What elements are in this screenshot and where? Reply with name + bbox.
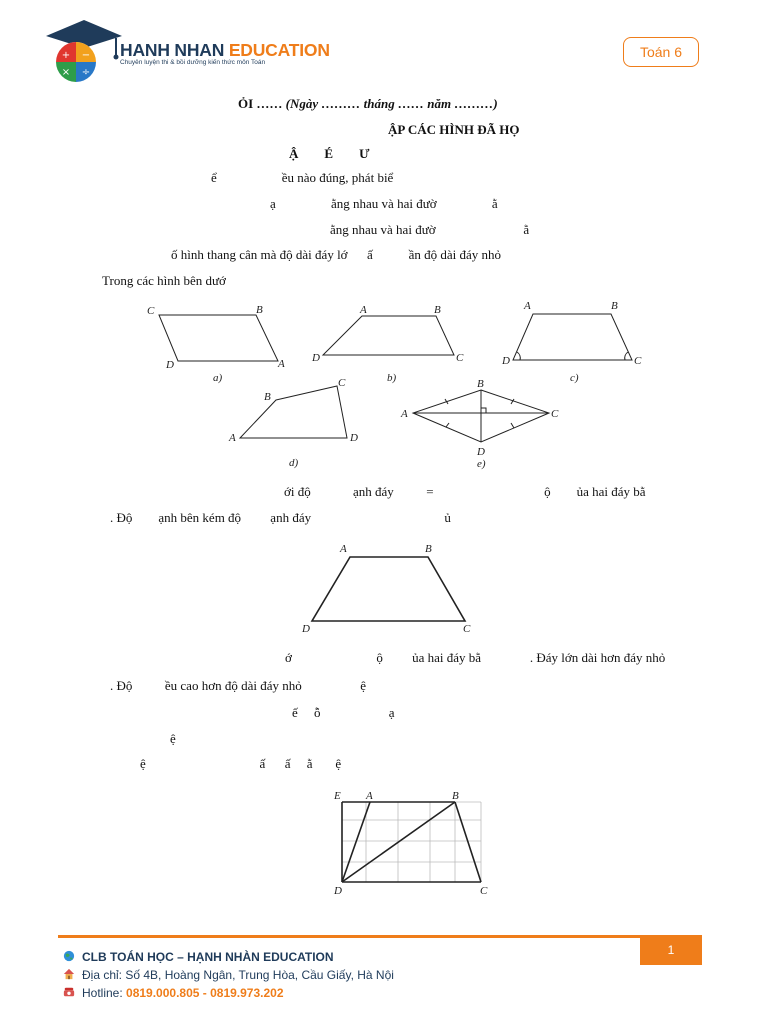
footer-club-text: CLB TOÁN HỌC – HẠNH NHÀN EDUCATION [82,950,334,964]
text-segment: ớ ộ ủa hai đáy bằ . Đáy lớn dài hơn đáy nhỏ [285,650,666,665]
figure-a-vertex-b: B [256,304,263,316]
text-segment: Ư [333,146,370,161]
figure-d-caption: d) [289,457,299,469]
figure-grid [333,790,488,897]
figure-c-vertex-a: A [524,300,531,312]
figure-e [400,378,559,470]
figure-c-vertex-c: C [634,355,642,367]
text-segment: ỎI …… [238,96,286,111]
page-number: 1 [640,935,702,965]
figure-c-vertex-b: B [611,300,618,312]
text-segment: ệ [170,731,176,746]
text-segment: ố hình thang cân mà độ dài đáy lớ ấ ần độ dài đáy nhỏ [171,247,501,262]
grade-badge: Toán 6 [623,37,699,67]
figure-a [147,304,285,384]
text-segment: Ậ [289,146,299,161]
figure-e-vertex-a: A [401,408,408,420]
figure-c [501,300,642,384]
figure-a-vertex-d: D [166,359,174,371]
figure-d-vertex-b: B [264,391,271,403]
grid-vertex-e: E [334,790,341,802]
figure-a-caption: a) [213,372,223,384]
logo-times: × [61,67,71,78]
figure-b [311,304,464,384]
text-segment: É [298,146,334,161]
brand-name-part2: EDUCATION [228,40,330,60]
logo-divide: ÷ [81,67,91,78]
figure-b-vertex-b: B [434,304,441,316]
footer-hotline-label: Hotline: [82,986,127,1000]
figure-e-vertex-c: C [551,408,559,420]
grid-vertex-b: B [452,790,459,802]
text-segment: . Độ ạnh bên kém độ ạnh đáy ủ [110,510,451,525]
figure-b-vertex-a: A [360,304,367,316]
text-segment: ạ ằng nhau và hai đườ ằ [270,196,498,211]
footer-address-text: Địa chỉ: Số 4B, Hoàng Ngân, Trung Hòa, Cầu Giấy, Hà Nội [82,968,394,982]
figure-b-caption: b) [387,372,397,384]
figure-b-vertex-c: C [456,352,464,364]
globe-icon [62,950,76,962]
footer-hotline [62,986,284,1000]
figure-d-vertex-c: C [338,377,346,389]
figure-a-vertex-c: C [147,305,155,317]
figure-a-vertex-a: A [278,358,285,370]
figure-c-vertex-d: D [502,355,510,367]
figure-d [228,377,358,469]
footer-hotline-numbers: 0819.000.805 - 0819.973.202 [126,986,284,1000]
phone-icon [62,986,76,998]
house-icon [62,968,76,980]
trapezoid-vertex-c: C [463,623,471,635]
figure-trapezoid [301,543,471,635]
trapezoid-vertex-a: A [340,543,347,555]
figure-d-vertex-a: A [229,432,236,444]
trapezoid-vertex-b: B [425,543,432,555]
footer-address [62,968,394,982]
figure-c-caption: c) [570,372,579,384]
figure-e-vertex-b: B [477,378,484,390]
text-segment: . Độ ều cao hơn độ dài đáy nhỏ ệ [110,678,366,693]
figure-e-caption: e) [477,458,486,470]
grid-vertex-c: C [480,885,488,897]
text-segment: ằng nhau và hai đườ ằ [330,222,530,237]
brand-name-part1: HANH NHAN [120,40,229,60]
trapezoid-vertex-d: D [302,623,310,635]
text-segment: ẬP CÁC HÌNH ĐÃ HỌ [388,122,520,137]
text-segment: ới độ ạnh đáy = ộ ủa hai đáy bằ [284,484,646,499]
figure-b-vertex-d: D [312,352,320,364]
figure-d-vertex-d: D [350,432,358,444]
brand-tagline: Chuyên luyện thi & bồi dưỡng kiến thức môn Toán [120,59,266,66]
footer-rule [58,935,700,938]
figure-e-vertex-d: D [477,446,485,458]
logo-minus: − [81,50,91,61]
text-segment: ế ỗ ạ [292,705,395,720]
text-segment: ệ ấ ấ ằ ệ [140,756,342,771]
logo-plus: + [61,50,71,61]
grid-vertex-d: D [334,885,342,897]
text-segment: (Ngày ……… tháng …… năm ………) [285,96,498,111]
text-segment: ể ều nào đúng, phát biể [211,170,394,185]
footer-club [62,950,334,964]
grid-vertex-a: A [366,790,373,802]
text-segment: Trong các hình bên dướ [102,273,226,288]
